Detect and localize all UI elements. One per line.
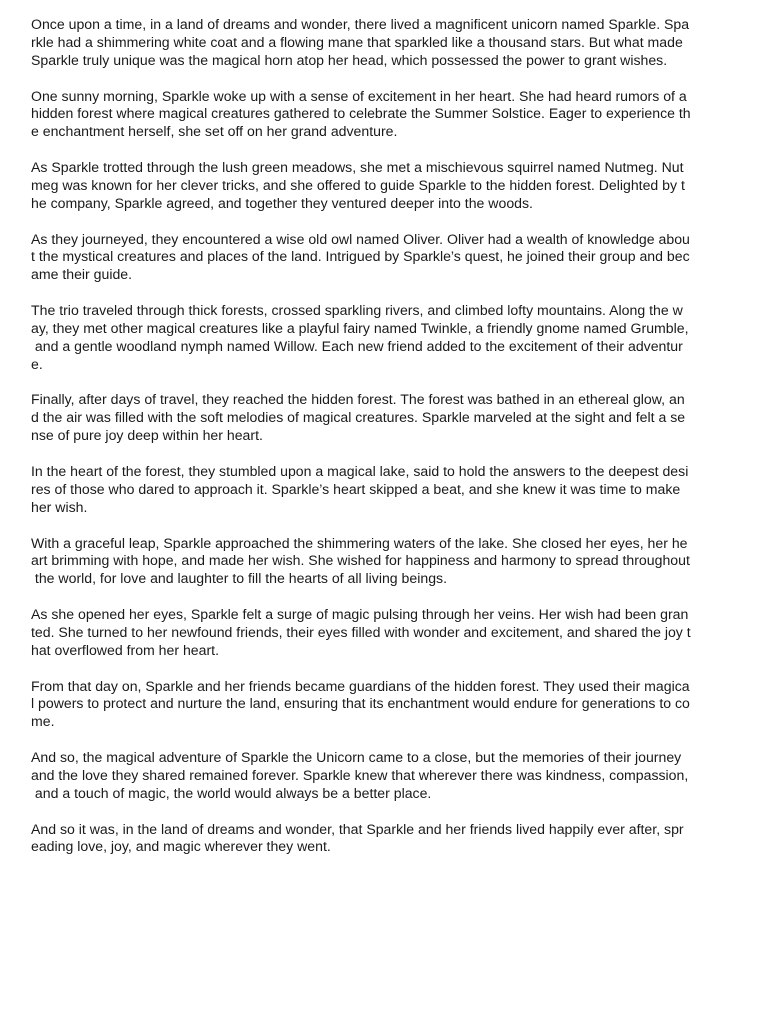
text-line: eading love, joy, and magic wherever they went. bbox=[31, 838, 331, 855]
text-line: With a graceful leap, Sparkle approached the shimmering waters of the lake. She closed her eyes, her he bbox=[31, 534, 688, 551]
text-line: and the love they shared remained forever. Sparkle knew that wherever there was kindness, compassion, bbox=[31, 766, 689, 783]
story-paragraph bbox=[31, 16, 743, 70]
text-line: res of those who dared to approach it. Sparkle’s heart skipped a beat, and she knew it was time to make bbox=[31, 480, 681, 497]
text-line: t the mystical creatures and places of the land. Intrigued by Sparkle’s quest, he joined their group and bec bbox=[31, 248, 690, 265]
text-line: In the heart of the forest, they stumbled upon a magical lake, said to hold the answers to the deepest desi bbox=[31, 463, 689, 479]
text-line: Once upon a time, in a land of dreams and wonder, there lived a magnificent unicorn named Sparkle. Spa bbox=[31, 16, 690, 32]
text-line: the world, for love and laughter to fill the hearts of all living beings. bbox=[31, 570, 447, 587]
text-line: me. bbox=[31, 713, 55, 730]
text-line: nse of pure joy deep within her heart. bbox=[31, 427, 263, 444]
story-paragraph bbox=[31, 231, 743, 285]
text-line: e. bbox=[31, 355, 43, 372]
text-line: As she opened her eyes, Sparkle felt a surge of magic pulsing through her veins. Her wish had been gran bbox=[31, 606, 689, 623]
text-line: hidden forest where magical creatures gathered to celebrate the Summer Solstice. Eager to experience th bbox=[31, 105, 691, 122]
story-paragraph bbox=[31, 821, 743, 857]
text-line: her wish. bbox=[31, 498, 88, 515]
text-line: One sunny morning, Sparkle woke up with a sense of excitement in her heart. She had heard rumors of a bbox=[31, 87, 687, 104]
story-paragraph bbox=[31, 678, 743, 732]
text-line: ted. She turned to her newfound friends, their eyes filled with wonder and excitement, and shared the joy t bbox=[31, 623, 691, 640]
text-line: As Sparkle trotted through the lush green meadows, she met a mischievous squirrel named Nutmeg. Nut bbox=[31, 159, 684, 176]
text-line: Finally, after days of travel, they reached the hidden forest. The forest was bathed in an ethereal glow, an bbox=[31, 391, 685, 408]
text-line: and a gentle woodland nymph named Willow. Each new friend added to the excitement of their adventur bbox=[31, 337, 683, 354]
text-line: ame their guide. bbox=[31, 266, 133, 283]
story-document bbox=[31, 16, 743, 874]
text-line: art brimming with hope, and made her wish. She wished for happiness and harmony to spread throughout bbox=[31, 552, 690, 569]
text-line: The trio traveled through thick forests, crossed sparkling rivers, and climbed lofty mountains. Along the w bbox=[31, 302, 683, 319]
story-paragraph bbox=[31, 535, 743, 589]
text-line: And so, the magical adventure of Sparkle the Unicorn came to a close, but the memories of their journey bbox=[31, 749, 682, 766]
text-line: ay, they met other magical creatures like a playful fairy named Twinkle, a friendly gnome named Grumble, bbox=[31, 319, 689, 336]
text-line: and a touch of magic, the world would always be a better place. bbox=[31, 784, 432, 801]
text-line: rkle had a shimmering white coat and a flowing mane that sparkled like a thousand stars. But what made bbox=[31, 33, 683, 50]
story-paragraph bbox=[31, 749, 743, 803]
text-line: As they journeyed, they encountered a wise old owl named Oliver. Oliver had a wealth of knowledge abou bbox=[31, 230, 690, 247]
story-paragraph bbox=[31, 159, 743, 213]
story-paragraph bbox=[31, 463, 743, 517]
text-line: e enchantment herself, she set off on her grand adventure. bbox=[31, 123, 398, 140]
story-paragraph bbox=[31, 88, 743, 142]
text-line: meg was known for her clever tricks, and she offered to guide Sparkle to the hidden forest. Delighted by t bbox=[31, 176, 685, 193]
story-paragraph bbox=[31, 391, 743, 445]
story-paragraph bbox=[31, 302, 743, 374]
text-line: From that day on, Sparkle and her friends became guardians of the hidden forest. They used their magica bbox=[31, 677, 690, 694]
text-line: And so it was, in the land of dreams and wonder, that Sparkle and her friends lived happily ever after, spr bbox=[31, 820, 684, 837]
text-line: d the air was filled with the soft melodies of magical creatures. Sparkle marveled at the sight and felt a se bbox=[31, 409, 686, 426]
text-line: he company, Sparkle agreed, and together they ventured deeper into the woods. bbox=[31, 194, 533, 211]
text-line: hat overflowed from her heart. bbox=[31, 641, 220, 658]
story-paragraph bbox=[31, 606, 743, 660]
text-line: l powers to protect and nurture the land, ensuring that its enchantment would endure for generations to co bbox=[31, 695, 690, 712]
text-line: Sparkle truly unique was the magical horn atop her head, which possessed the power to grant wishes. bbox=[31, 51, 668, 68]
